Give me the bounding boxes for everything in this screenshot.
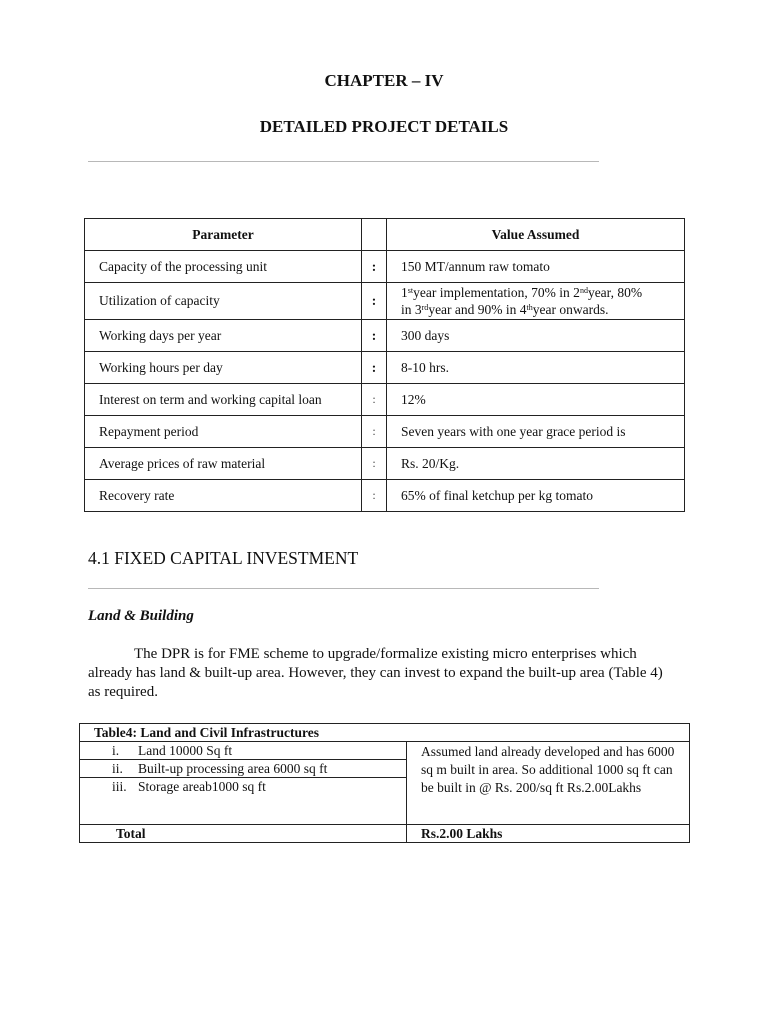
value-text: in 3 xyxy=(401,302,422,317)
list-item xyxy=(80,742,407,760)
superscript: st xyxy=(407,286,414,295)
value-text: 1 xyxy=(401,285,408,300)
column-header-value: Value Assumed xyxy=(387,219,685,251)
separator-cell: : xyxy=(362,251,387,283)
divider xyxy=(88,588,599,589)
param-cell: Repayment period xyxy=(85,416,362,448)
value-cell: Rs. 20/Kg. xyxy=(387,448,685,480)
param-cell: Recovery rate xyxy=(85,480,362,512)
separator-cell: : xyxy=(362,320,387,352)
table-row xyxy=(80,742,690,760)
param-cell: Average prices of raw material xyxy=(85,448,362,480)
table-row xyxy=(85,416,685,448)
table-row xyxy=(85,384,685,416)
value-text: year and 90% in 4 xyxy=(428,302,527,317)
value-cell: 150 MT/annum raw tomato xyxy=(387,251,685,283)
item-number: i. xyxy=(112,743,120,758)
table-row xyxy=(85,320,685,352)
table-row xyxy=(85,480,685,512)
list-item xyxy=(80,778,407,825)
table-row xyxy=(85,283,685,320)
item-number: iii. xyxy=(112,779,127,794)
superscript: rd xyxy=(421,303,429,312)
superscript: th xyxy=(526,303,533,312)
column-header-parameter: Parameter xyxy=(85,219,362,251)
table-row xyxy=(85,448,685,480)
separator-cell: : xyxy=(362,416,387,448)
separator-cell: : xyxy=(362,480,387,512)
subsection-heading: Land & Building xyxy=(88,608,194,624)
table-header-row xyxy=(85,219,685,251)
value-text: year implementation, 70% in 2 xyxy=(413,285,580,300)
total-label: Total xyxy=(80,825,407,843)
page-title: DETAILED PROJECT DETAILS xyxy=(259,117,509,136)
value-cell xyxy=(387,283,685,320)
divider xyxy=(88,161,599,162)
value-text: year, 80% xyxy=(587,285,643,300)
item-text: Land 10000 Sq ft xyxy=(138,743,233,758)
item-text: Built-up processing area 6000 sq ft xyxy=(138,761,328,776)
value-cell: 65% of final ketchup per kg tomato xyxy=(387,480,685,512)
table-row xyxy=(85,251,685,283)
value-text: year onwards. xyxy=(532,302,609,317)
separator-cell: : xyxy=(362,448,387,480)
parameters-table xyxy=(84,218,685,512)
value-cell: 300 days xyxy=(387,320,685,352)
chapter-heading: CHAPTER – IV xyxy=(324,71,444,90)
note-cell: Assumed land already developed and has 6000 sq m built in area. So additional 1000 sq ft can be built in @ Rs. 200/sq ft Rs.2.00Lakhs xyxy=(407,742,690,825)
land-infrastructure-table xyxy=(79,723,690,843)
item-number: ii. xyxy=(112,761,123,776)
total-value: Rs.2.00 Lakhs xyxy=(407,825,690,843)
paragraph-text: The DPR is for FME scheme to upgrade/formalize existing micro enterprises which already has land & built-up area. However, they can invest to expand the built-up area (Table 4) as required. xyxy=(88,646,663,700)
param-cell: Interest on term and working capital loan xyxy=(85,384,362,416)
separator-cell: : xyxy=(362,283,387,320)
section-heading: 4.1 FIXED CAPITAL INVESTMENT xyxy=(88,548,359,568)
value-cell: 8-10 hrs. xyxy=(387,352,685,384)
column-header-separator xyxy=(362,219,387,251)
body-paragraph xyxy=(88,645,678,702)
value-cell: Seven years with one year grace period is xyxy=(387,416,685,448)
param-cell: Capacity of the processing unit xyxy=(85,251,362,283)
param-cell: Utilization of capacity xyxy=(85,283,362,320)
separator-cell: : xyxy=(362,352,387,384)
table-caption-row xyxy=(80,724,690,742)
param-cell: Working hours per day xyxy=(85,352,362,384)
separator-cell: : xyxy=(362,384,387,416)
param-cell: Working days per year xyxy=(85,320,362,352)
table-caption: Table4: Land and Civil Infrastructures xyxy=(80,724,690,742)
superscript: nd xyxy=(579,286,588,295)
total-row xyxy=(80,825,690,843)
value-cell: 12% xyxy=(387,384,685,416)
item-text: Storage areab1000 sq ft xyxy=(138,779,266,794)
table-row xyxy=(85,352,685,384)
list-item xyxy=(80,760,407,778)
